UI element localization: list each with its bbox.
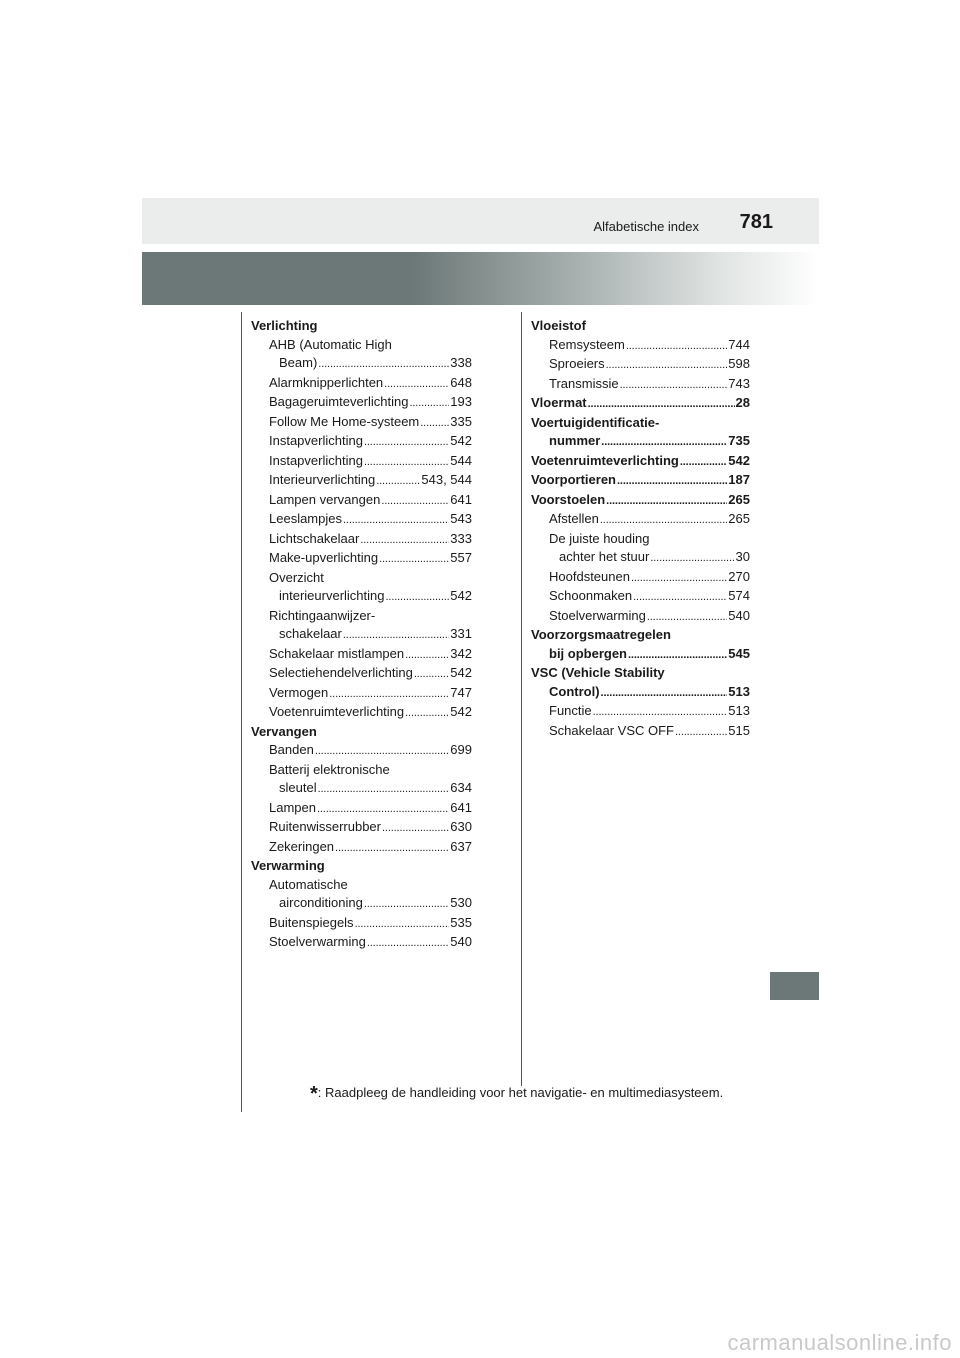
index-entry [251, 336, 472, 355]
index-entry [531, 664, 750, 683]
footnote-marker: * [310, 1083, 318, 1105]
dot-leader [606, 491, 727, 511]
entry-term: Leeslampjes [269, 511, 342, 526]
dot-leader [364, 894, 449, 914]
entry-term: Verwarming [251, 858, 325, 873]
entry-term: Zekeringen [269, 838, 335, 854]
dot-leader [343, 625, 449, 645]
index-entry [531, 722, 750, 742]
entry-term: Automatische [269, 876, 348, 892]
entry-page-ref: 338 [450, 355, 472, 370]
entry-page-ref: 545 [728, 645, 750, 661]
entry-page-ref: 542 [450, 588, 472, 603]
entry-term: Voetenruimteverlichting [269, 704, 405, 719]
column-rule-middle [521, 312, 522, 1086]
index-entry [251, 645, 472, 665]
index-entry [531, 626, 750, 645]
entry-page-ref: 542 [450, 665, 472, 680]
entry-page-ref: 543, 544 [421, 472, 472, 487]
dot-leader [335, 838, 449, 858]
entry-term: interieurverlichting [279, 588, 385, 603]
entry-page-ref: 735 [728, 433, 750, 448]
entry-term: De juiste houding [549, 530, 650, 546]
index-entry [531, 336, 750, 356]
index-entry [251, 471, 472, 491]
footnote [310, 1083, 723, 1106]
dot-leader [593, 702, 728, 722]
dot-leader [405, 703, 449, 723]
entry-term: nummer [549, 433, 601, 448]
index-entry [531, 491, 750, 511]
dot-leader [601, 432, 727, 452]
dot-leader [588, 394, 735, 414]
page-number: 781 [739, 211, 773, 233]
entry-term: Schakelaar mistlampen [269, 645, 405, 661]
dot-leader [364, 452, 449, 472]
entry-page-ref: 634 [450, 780, 472, 795]
dot-leader [675, 722, 727, 742]
entry-term: Lampen [269, 799, 316, 815]
entry-term: Remsysteem [549, 336, 625, 352]
section-title: Alfabetische index [593, 219, 699, 234]
index-entry [251, 876, 472, 895]
dot-leader [647, 607, 727, 627]
entry-page-ref: 637 [450, 838, 472, 854]
entry-term: Richtingaanwijzer- [269, 607, 376, 623]
column-rule-left [241, 312, 242, 1112]
entry-page-ref: 30 [735, 549, 750, 564]
entry-page-ref: 544 [450, 452, 472, 468]
entry-term: Selectiehendelverlichting [269, 665, 413, 680]
dot-leader [318, 354, 449, 374]
entry-term: AHB (Automatic High [269, 336, 392, 352]
index-entry [531, 702, 750, 722]
index-entry [251, 317, 472, 336]
dot-leader [606, 355, 728, 375]
dot-leader [600, 510, 727, 530]
dot-leader [414, 664, 449, 684]
dot-leader [409, 393, 449, 413]
chapter-tab [770, 972, 819, 1000]
entry-page-ref: 270 [728, 568, 750, 584]
entry-term: Alarmknipperlichten [269, 374, 384, 390]
watermark: carmanualsonline.info [727, 1330, 952, 1355]
dot-leader [631, 568, 727, 588]
entry-term: Verlichting [251, 318, 318, 333]
index-entry [251, 818, 472, 838]
dot-leader [379, 549, 449, 569]
index-entry [531, 394, 750, 414]
dot-leader [355, 914, 450, 934]
entry-term: Afstellen [549, 511, 599, 526]
entry-term: Hoofdsteunen [549, 568, 630, 584]
entry-term: VSC (Vehicle Stability [531, 665, 665, 680]
dot-leader [620, 375, 728, 395]
entry-term: Batterij elektronische [269, 761, 390, 777]
index-entry [251, 607, 472, 626]
entry-term: Vermogen [269, 684, 329, 700]
index-entry [251, 413, 472, 433]
index-entry [531, 471, 750, 491]
dot-leader [650, 548, 734, 568]
index-entry [251, 838, 472, 858]
index-entry [251, 549, 472, 569]
dot-leader [364, 432, 449, 452]
entry-page-ref: 574 [728, 588, 750, 603]
index-entry [251, 703, 472, 723]
entry-term: Lampen vervangen [269, 491, 381, 507]
entry-term: Transmissie [549, 375, 619, 391]
index-entry [251, 894, 472, 914]
entry-term: Schakelaar VSC OFF [549, 722, 674, 738]
entry-term: Ruitenwisserrubber [269, 819, 381, 834]
entry-page-ref: 335 [450, 413, 472, 429]
index-entry [251, 799, 472, 819]
dot-leader [633, 587, 727, 607]
entry-term: bij opbergen [549, 645, 627, 661]
entry-term: Beam) [279, 355, 318, 370]
entry-term: Follow Me Home-systeem [269, 413, 420, 429]
index-entry [251, 664, 472, 684]
index-entry [251, 741, 472, 761]
entry-page-ref: 187 [728, 472, 750, 487]
index-entry [251, 914, 472, 934]
footnote-text: : Raadpleeg de handleiding voor het navigatie- en multimediasysteem. [317, 1085, 724, 1100]
entry-page-ref: 542 [450, 433, 472, 448]
entry-page-ref: 265 [728, 491, 750, 507]
index-entry [251, 374, 472, 394]
entry-term: Bagageruimteverlichting [269, 394, 409, 409]
dot-leader [318, 779, 450, 799]
index-entry [251, 569, 472, 588]
dot-leader [405, 645, 449, 665]
entry-page-ref: 641 [450, 491, 472, 507]
index-entry [251, 393, 472, 413]
dot-leader [315, 741, 449, 761]
entry-page-ref: 543 [450, 511, 472, 526]
index-entry [251, 354, 472, 374]
index-entry [251, 933, 472, 953]
entry-term: Functie [549, 703, 592, 718]
dot-leader [617, 471, 727, 491]
dot-leader [601, 683, 728, 703]
dot-leader [382, 818, 449, 838]
index-entry [531, 645, 750, 665]
index-entry [251, 452, 472, 472]
entry-page-ref: 540 [728, 607, 750, 623]
dot-leader [628, 645, 727, 665]
entry-page-ref: 542 [450, 704, 472, 719]
entry-term: achter het stuur [559, 549, 650, 564]
index-column-right [531, 317, 750, 741]
dot-leader [680, 452, 727, 472]
entry-page-ref: 331 [450, 626, 472, 641]
entry-term: Voorstoelen [531, 491, 606, 507]
entry-page-ref: 513 [728, 703, 750, 718]
entry-page-ref: 28 [735, 395, 750, 410]
entry-term: Voorportieren [531, 472, 616, 487]
index-entry [251, 779, 472, 799]
index-entry [251, 857, 472, 876]
index-entry [251, 723, 472, 742]
entry-page-ref: 699 [450, 742, 472, 757]
index-entry [531, 414, 750, 433]
entry-term: Voorzorgsmaatregelen [531, 627, 671, 642]
entry-page-ref: 513 [728, 683, 750, 699]
header-band [142, 252, 819, 305]
dot-leader [381, 491, 449, 511]
dot-leader [317, 799, 449, 819]
entry-term: Lichtschakelaar [269, 530, 360, 546]
dot-leader [360, 530, 449, 550]
index-entry [531, 452, 750, 472]
entry-term: Vloeistof [531, 318, 586, 333]
index-entry [251, 684, 472, 704]
index-entry [251, 625, 472, 645]
index-entry [531, 510, 750, 530]
index-entry [531, 587, 750, 607]
entry-term: Stoelverwarming [269, 934, 366, 949]
entry-term: Banden [269, 742, 314, 757]
entry-page-ref: 535 [450, 914, 472, 930]
index-entry [531, 355, 750, 375]
entry-term: Make-upverlichting [269, 550, 379, 565]
entry-page-ref: 747 [450, 684, 472, 700]
entry-page-ref: 598 [728, 356, 750, 371]
entry-term: Vloermat [531, 395, 587, 410]
index-entry [531, 317, 750, 336]
index-column-left [251, 317, 472, 953]
index-entry [531, 432, 750, 452]
entry-page-ref: 342 [450, 645, 472, 661]
entry-term: Control) [549, 683, 600, 699]
entry-page-ref: 530 [450, 895, 472, 910]
index-entry [251, 587, 472, 607]
entry-term: Instapverlichting [269, 452, 363, 468]
entry-term: Schoonmaken [549, 588, 633, 603]
dot-leader [329, 684, 449, 704]
dot-leader [386, 587, 450, 607]
index-entry [251, 530, 472, 550]
entry-term: Sproeiers [549, 356, 605, 371]
entry-page-ref: 630 [450, 819, 472, 834]
entry-page-ref: 265 [728, 511, 750, 526]
entry-term: Voetenruimteverlichting [531, 452, 679, 468]
entry-term: sleutel [279, 780, 317, 795]
dot-leader [384, 374, 449, 394]
entry-page-ref: 542 [728, 452, 750, 468]
entry-page-ref: 557 [450, 550, 472, 565]
index-entry [531, 548, 750, 568]
index-entry [251, 432, 472, 452]
entry-term: Instapverlichting [269, 433, 363, 448]
index-entry [251, 491, 472, 511]
index-entry [531, 375, 750, 395]
dot-leader [626, 336, 727, 356]
entry-page-ref: 641 [450, 799, 472, 815]
entry-page-ref: 743 [728, 375, 750, 391]
entry-term: Voertuigidentificatie- [531, 414, 660, 430]
index-entry [531, 530, 750, 549]
entry-page-ref: 515 [728, 722, 750, 738]
entry-term: Buitenspiegels [269, 914, 354, 930]
index-entry [251, 761, 472, 780]
entry-page-ref: 193 [450, 394, 472, 409]
page-header [142, 198, 819, 244]
entry-page-ref: 744 [728, 336, 750, 352]
entry-term: schakelaar [279, 626, 342, 641]
dot-leader [343, 510, 449, 530]
index-entry [531, 683, 750, 703]
entry-page-ref: 540 [450, 934, 472, 949]
entry-term: Vervangen [251, 723, 317, 739]
dot-leader [420, 413, 449, 433]
entry-page-ref: 648 [450, 374, 472, 390]
dot-leader [367, 933, 449, 953]
index-entry [531, 568, 750, 588]
entry-term: Interieurverlichting [269, 472, 376, 487]
dot-leader [376, 471, 420, 491]
entry-term: Overzicht [269, 569, 324, 585]
entry-term: airconditioning [279, 895, 363, 910]
entry-term: Stoelverwarming [549, 607, 646, 623]
index-entry [531, 607, 750, 627]
entry-page-ref: 333 [450, 530, 472, 546]
index-entry [251, 510, 472, 530]
